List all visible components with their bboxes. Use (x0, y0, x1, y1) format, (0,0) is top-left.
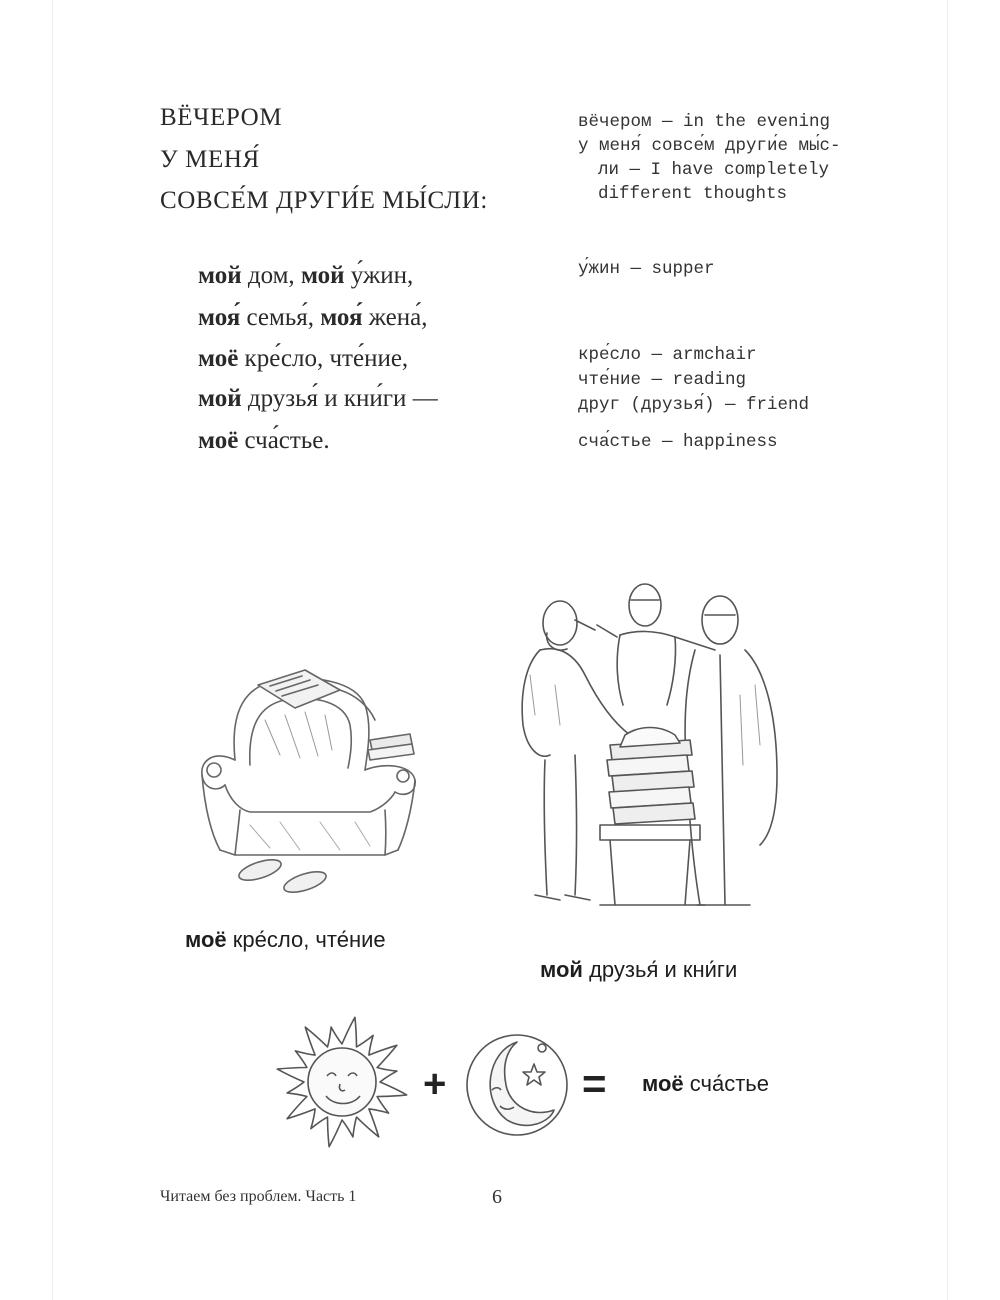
equals-sign: = (582, 1060, 607, 1107)
armchair-caption (185, 927, 386, 953)
moon-icon (462, 1030, 572, 1140)
poem-line-2 (198, 304, 427, 332)
happiness-caption (642, 1071, 769, 1097)
caption-text: кре́сло, чте́ние (226, 927, 386, 952)
poem-text: семья́, (240, 304, 321, 331)
heading-line-1: ВЁЧЕРОМ (160, 104, 283, 131)
glossary-entry: кре́сло — armchair (578, 345, 757, 365)
poem-possessive: мой (198, 262, 242, 289)
glossary-entry: друг (друзья́) — friend (578, 395, 810, 415)
sun-icon (272, 1012, 412, 1152)
poem-text: жена́, (362, 304, 428, 331)
page-number: 6 (492, 1186, 502, 1208)
poem-text: дом, (241, 262, 301, 289)
poem-text: друзья́ и кни́ги — (241, 385, 438, 412)
glossary-entry: ли — I have completely (598, 160, 830, 180)
poem-line-1 (198, 262, 413, 290)
poem-line-4 (198, 385, 438, 413)
glossary-entry: у меня́ совсе́м други́е мы́с- (578, 136, 841, 156)
poem-possessive: мой (198, 385, 242, 412)
poem-text: сча́стье. (238, 427, 330, 454)
poem-possessive: моё (198, 427, 239, 454)
heading-line-2: У МЕНЯ́ (160, 146, 260, 173)
friends-with-books-illustration (515, 575, 785, 920)
caption-possessive: моё (185, 927, 227, 952)
glossary-entry: вёчером — in the evening (578, 112, 831, 132)
glossary-entry: different thoughts (598, 184, 788, 204)
caption-possessive: моё (642, 1071, 684, 1096)
caption-text: друзья́ и кни́ги (582, 957, 738, 982)
poem-possessive: мой (300, 262, 345, 289)
poem-text: у́жин, (344, 262, 414, 289)
caption-text: сча́стье (683, 1071, 770, 1096)
caption-possessive: мой (540, 957, 583, 982)
poem-line-3 (198, 345, 408, 373)
armchair-illustration (190, 650, 430, 895)
glossary-entry: сча́стье — happiness (578, 432, 778, 452)
glossary-entry: у́жин — supper (578, 259, 715, 279)
poem-text: кре́сло, чте́ние, (238, 345, 409, 372)
plus-sign: + (423, 1062, 447, 1106)
glossary-entry: чте́ние — reading (578, 370, 747, 390)
poem-line-5 (198, 427, 330, 455)
poem-possessive: моя́ (198, 304, 241, 331)
friends-caption (540, 957, 737, 983)
heading-line-3: СОВСЕ́М ДРУГИ́Е МЫ́СЛИ: (160, 187, 488, 214)
poem-possessive: моя́ (320, 304, 363, 331)
poem-possessive: моё (198, 345, 239, 372)
book-title-footer: Читаем без проблем. Часть 1 (160, 1188, 357, 1205)
